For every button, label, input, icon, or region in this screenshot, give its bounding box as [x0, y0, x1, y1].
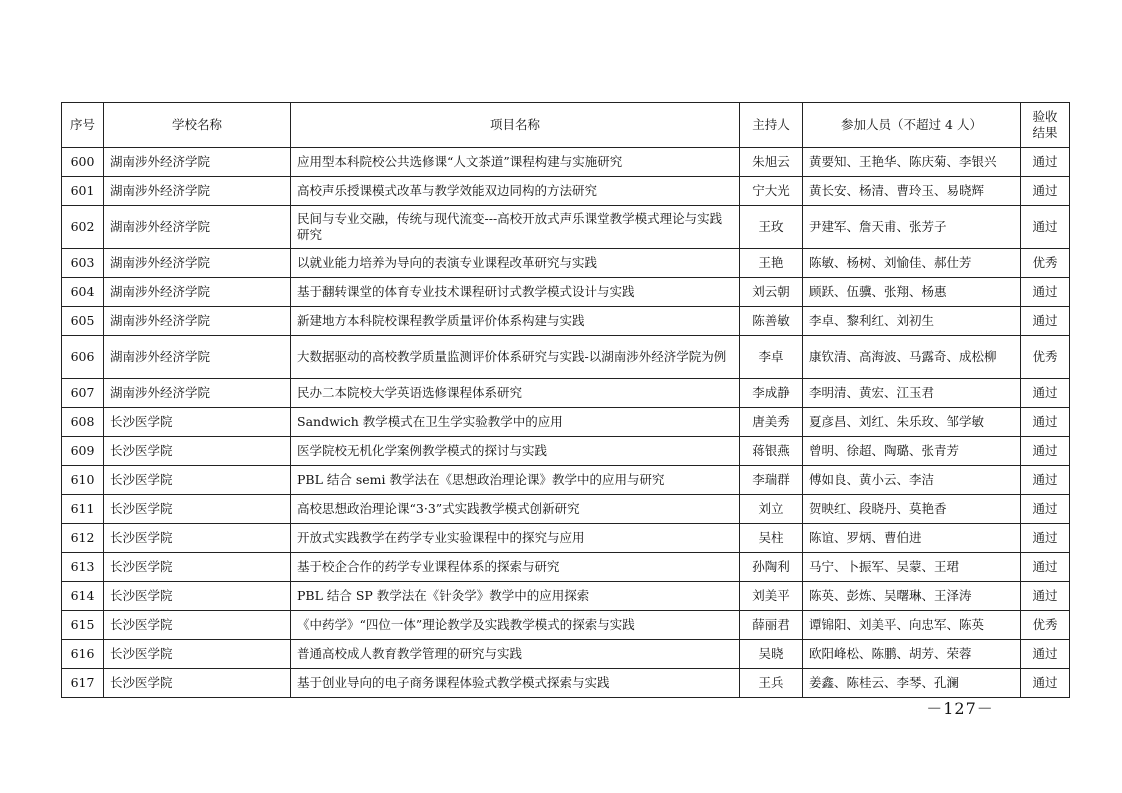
header-result: [1021, 103, 1070, 148]
table-row: [62, 669, 1070, 698]
cell-members: 康钦清、高海波、马露奇、成松柳: [803, 336, 1021, 379]
cell-host: 薛丽君: [740, 611, 803, 640]
cell-members: 李卓、黎利红、刘初生: [803, 307, 1021, 336]
cell-num: 612: [62, 524, 104, 553]
cell-members: 马宁、卜振军、吴蒙、王珺: [803, 553, 1021, 582]
cell-result: 优秀: [1021, 611, 1070, 640]
table-row: [62, 206, 1070, 249]
header-result-line2: 结果: [1032, 125, 1058, 140]
cell-school: 湖南涉外经济学院: [104, 336, 291, 379]
cell-project: 大数据驱动的高校教学质量监测评价体系研究与实践-以湖南涉外经济学院为例: [291, 336, 740, 379]
cell-result: 通过: [1021, 669, 1070, 698]
header-school: 学校名称: [104, 103, 291, 148]
cell-result: 优秀: [1021, 249, 1070, 278]
table-row: [62, 553, 1070, 582]
cell-project: PBL 结合 SP 教学法在《针灸学》教学中的应用探索: [291, 582, 740, 611]
cell-result: 通过: [1021, 408, 1070, 437]
cell-members: 姜鑫、陈桂云、李琴、孔澜: [803, 669, 1021, 698]
cell-members: 傅如良、黄小云、李洁: [803, 466, 1021, 495]
cell-result: 通过: [1021, 466, 1070, 495]
cell-host: 王玫: [740, 206, 803, 249]
cell-project: PBL 结合 semi 教学法在《思想政治理论课》教学中的应用与研究: [291, 466, 740, 495]
cell-result: 通过: [1021, 206, 1070, 249]
header-result-line1: 验收: [1032, 109, 1058, 124]
cell-project: 医学院校无机化学案例教学模式的探讨与实践: [291, 437, 740, 466]
cell-members: 夏彦昌、刘红、朱乐玫、邹学敏: [803, 408, 1021, 437]
cell-members: 李明清、黄宏、江玉君: [803, 379, 1021, 408]
cell-num: 611: [62, 495, 104, 524]
cell-result: 通过: [1021, 640, 1070, 669]
cell-num: 603: [62, 249, 104, 278]
cell-members: 贺映红、段晓丹、莫艳香: [803, 495, 1021, 524]
cell-num: 614: [62, 582, 104, 611]
table-row: [62, 249, 1070, 278]
cell-num: 606: [62, 336, 104, 379]
cell-school: 湖南涉外经济学院: [104, 177, 291, 206]
cell-host: 王兵: [740, 669, 803, 698]
cell-project: 普通高校成人教育教学管理的研究与实践: [291, 640, 740, 669]
cell-school: 长沙医学院: [104, 553, 291, 582]
cell-result: 优秀: [1021, 336, 1070, 379]
cell-members: 尹建军、詹天甫、张芳子: [803, 206, 1021, 249]
cell-num: 607: [62, 379, 104, 408]
cell-num: 609: [62, 437, 104, 466]
table-row: [62, 466, 1070, 495]
cell-project: 基于翻转课堂的体育专业技术课程研讨式教学模式设计与实践: [291, 278, 740, 307]
cell-host: 李成静: [740, 379, 803, 408]
cell-result: 通过: [1021, 278, 1070, 307]
cell-host: 孙陶利: [740, 553, 803, 582]
table-row: [62, 379, 1070, 408]
table-row: [62, 611, 1070, 640]
table-row: [62, 640, 1070, 669]
table-row: [62, 408, 1070, 437]
cell-host: 吴柱: [740, 524, 803, 553]
cell-school: 长沙医学院: [104, 524, 291, 553]
cell-host: 李卓: [740, 336, 803, 379]
cell-project: 《中药学》“四位一体”理论教学及实践教学模式的探索与实践: [291, 611, 740, 640]
cell-host: 刘云朝: [740, 278, 803, 307]
cell-school: 湖南涉外经济学院: [104, 307, 291, 336]
table-row: [62, 307, 1070, 336]
cell-members: 黄长安、杨清、曹玲玉、易晓辉: [803, 177, 1021, 206]
cell-result: 通过: [1021, 437, 1070, 466]
cell-host: 王艳: [740, 249, 803, 278]
project-table-container: [61, 102, 1069, 698]
cell-result: 通过: [1021, 148, 1070, 177]
table-row: [62, 148, 1070, 177]
cell-members: 顾跃、伍骥、张翔、杨惠: [803, 278, 1021, 307]
cell-project: 应用型本科院校公共选修课“人文茶道”课程构建与实施研究: [291, 148, 740, 177]
cell-project: 基于校企合作的药学专业课程体系的探索与研究: [291, 553, 740, 582]
cell-result: 通过: [1021, 553, 1070, 582]
cell-school: 长沙医学院: [104, 437, 291, 466]
cell-num: 602: [62, 206, 104, 249]
cell-num: 616: [62, 640, 104, 669]
cell-members: 黄要知、王艳华、陈庆菊、李银兴: [803, 148, 1021, 177]
table-row: [62, 524, 1070, 553]
cell-host: 刘美平: [740, 582, 803, 611]
cell-project: 以就业能力培养为导向的表演专业课程改革研究与实践: [291, 249, 740, 278]
table-row: [62, 177, 1070, 206]
cell-members: 陈谊、罗炳、曹伯进: [803, 524, 1021, 553]
table-header-row: [62, 103, 1070, 148]
cell-school: 湖南涉外经济学院: [104, 148, 291, 177]
header-num: 序号: [62, 103, 104, 148]
cell-school: 长沙医学院: [104, 582, 291, 611]
cell-school: 湖南涉外经济学院: [104, 379, 291, 408]
cell-project: Sandwich 教学模式在卫生学实验教学中的应用: [291, 408, 740, 437]
cell-members: 曾明、徐超、陶璐、张青芳: [803, 437, 1021, 466]
cell-members: 陈敏、杨树、刘愉佳、郝仕芳: [803, 249, 1021, 278]
cell-school: 长沙医学院: [104, 669, 291, 698]
cell-school: 长沙医学院: [104, 640, 291, 669]
cell-result: 通过: [1021, 379, 1070, 408]
cell-host: 陈善敏: [740, 307, 803, 336]
cell-num: 608: [62, 408, 104, 437]
cell-num: 613: [62, 553, 104, 582]
cell-school: 长沙医学院: [104, 466, 291, 495]
cell-result: 通过: [1021, 307, 1070, 336]
cell-school: 湖南涉外经济学院: [104, 206, 291, 249]
cell-school: 长沙医学院: [104, 611, 291, 640]
cell-num: 604: [62, 278, 104, 307]
cell-num: 600: [62, 148, 104, 177]
cell-project: 高校声乐授课模式改革与教学效能双边同构的方法研究: [291, 177, 740, 206]
header-members: 参加人员（不超过 4 人）: [803, 103, 1021, 148]
cell-school: 长沙医学院: [104, 408, 291, 437]
table-row: [62, 582, 1070, 611]
cell-project: 基于创业导向的电子商务课程体验式教学模式探索与实践: [291, 669, 740, 698]
cell-project: 开放式实践教学在药学专业实验课程中的探究与应用: [291, 524, 740, 553]
table-row: [62, 336, 1070, 379]
cell-host: 唐美秀: [740, 408, 803, 437]
page-number: －127－: [926, 699, 994, 718]
cell-result: 通过: [1021, 524, 1070, 553]
cell-num: 605: [62, 307, 104, 336]
cell-num: 617: [62, 669, 104, 698]
cell-project: 民间与专业交融，传统与现代流变---高校开放式声乐课堂教学模式理论与实践研究: [291, 206, 740, 249]
cell-result: 通过: [1021, 495, 1070, 524]
cell-result: 通过: [1021, 177, 1070, 206]
cell-host: 刘立: [740, 495, 803, 524]
cell-school: 长沙医学院: [104, 495, 291, 524]
cell-host: 李瑞群: [740, 466, 803, 495]
project-table: [61, 102, 1070, 698]
cell-num: 601: [62, 177, 104, 206]
cell-project: 民办二本院校大学英语选修课程体系研究: [291, 379, 740, 408]
cell-host: 宁大光: [740, 177, 803, 206]
cell-members: 谭锦阳、刘美平、向忠军、陈英: [803, 611, 1021, 640]
header-project: 项目名称: [291, 103, 740, 148]
cell-host: 吴晓: [740, 640, 803, 669]
cell-project: 高校思想政治理论课“3·3”式实践教学模式创新研究: [291, 495, 740, 524]
table-row: [62, 278, 1070, 307]
cell-members: 陈英、彭炼、吴曙琳、王泽涛: [803, 582, 1021, 611]
cell-num: 610: [62, 466, 104, 495]
cell-school: 湖南涉外经济学院: [104, 249, 291, 278]
cell-host: 朱旭云: [740, 148, 803, 177]
table-row: [62, 495, 1070, 524]
cell-members: 欧阳峰松、陈鹏、胡芳、荣蓉: [803, 640, 1021, 669]
cell-num: 615: [62, 611, 104, 640]
cell-host: 蒋银燕: [740, 437, 803, 466]
header-host: 主持人: [740, 103, 803, 148]
cell-result: 通过: [1021, 582, 1070, 611]
cell-school: 湖南涉外经济学院: [104, 278, 291, 307]
cell-project: 新建地方本科院校课程教学质量评价体系构建与实践: [291, 307, 740, 336]
table-row: [62, 437, 1070, 466]
